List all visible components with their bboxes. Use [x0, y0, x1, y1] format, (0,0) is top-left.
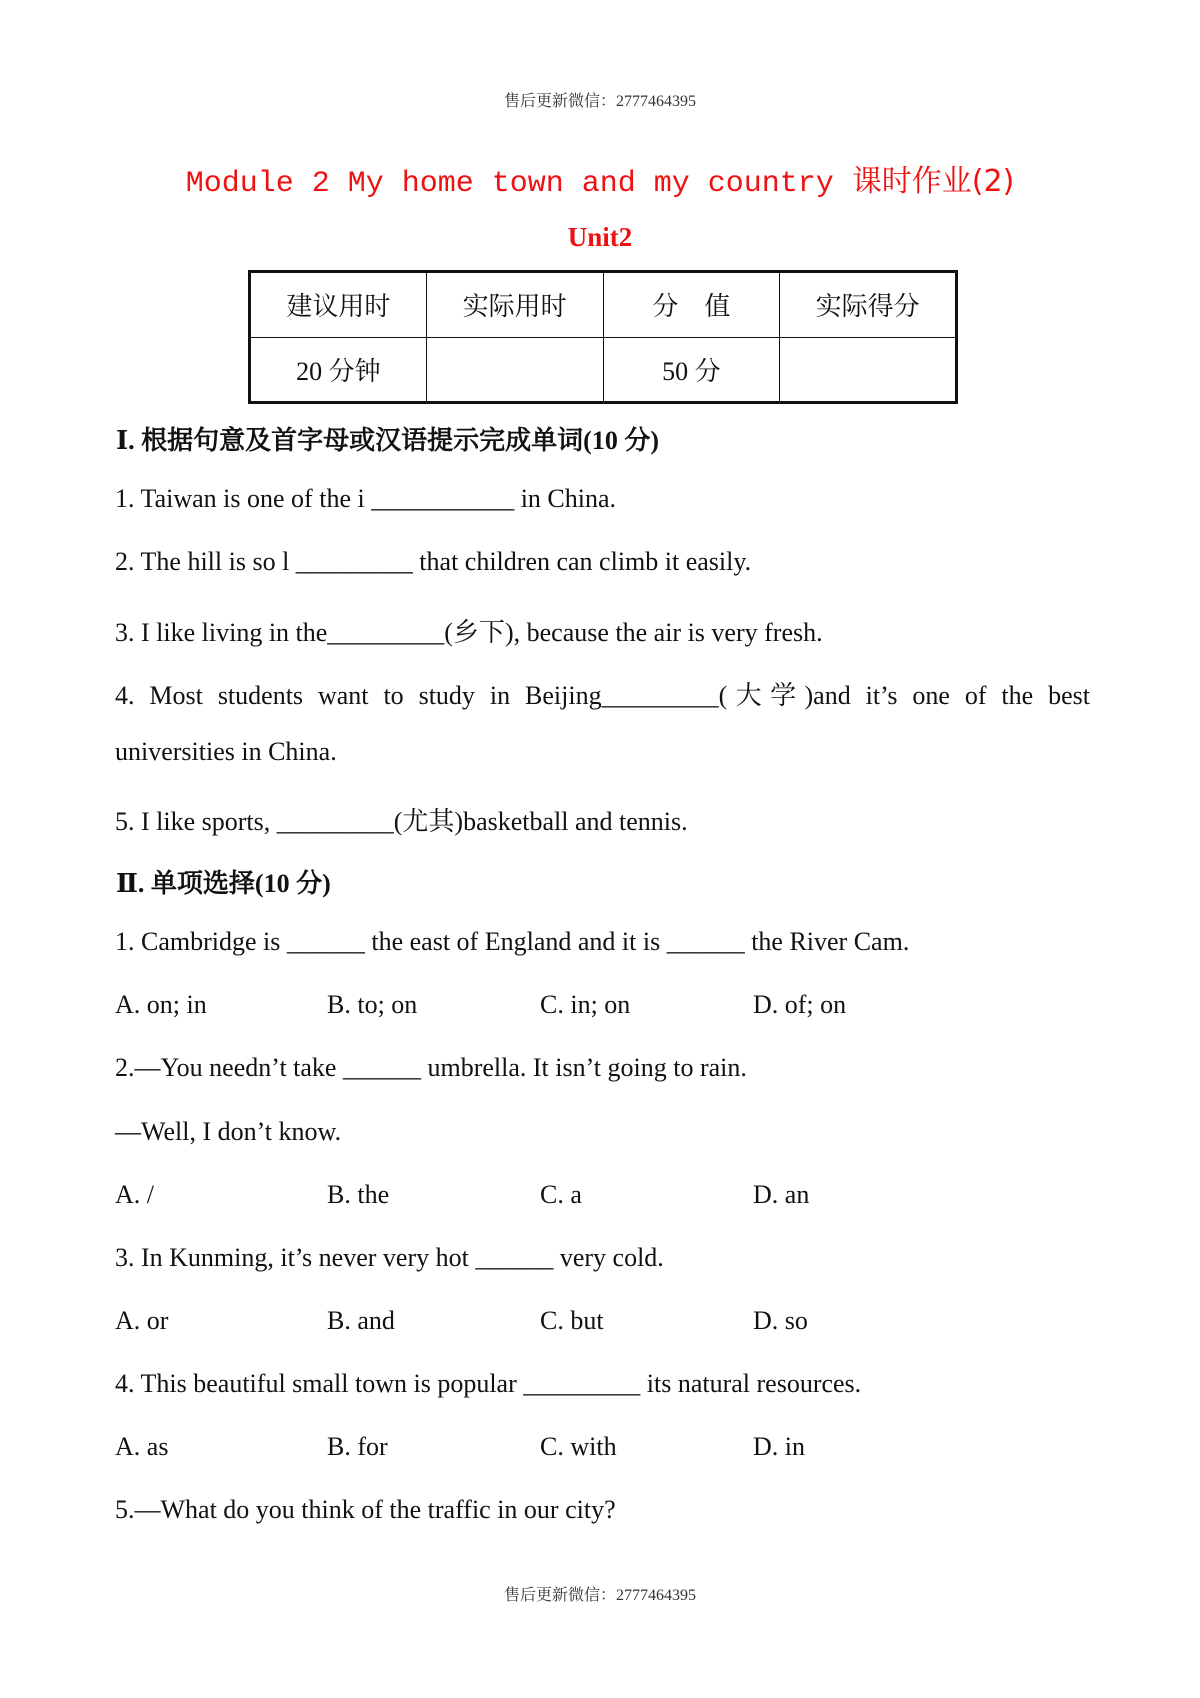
option-d: D. so	[753, 1306, 808, 1335]
option-d: D. in	[753, 1432, 805, 1461]
option-d: D. an	[753, 1180, 810, 1209]
question-line: 1. Taiwan is one of the i ___________ in China.	[115, 484, 617, 513]
option-c: C. a	[540, 1180, 582, 1209]
time-score-table	[248, 270, 958, 404]
question-line: universities in China.	[115, 737, 337, 766]
table-cell: 20 分钟	[250, 337, 427, 403]
option-d: D. of; on	[753, 990, 847, 1019]
table-cell	[426, 337, 603, 403]
option-b: B. for	[327, 1432, 388, 1461]
question-stem: 4. This beautiful small town is popular _________ its natural resources.	[115, 1369, 862, 1398]
table-header-row	[250, 272, 957, 338]
option-a: A. or	[115, 1306, 169, 1335]
question-stem: 2.—You needn’t take ______ umbrella. It isn’t going to rain.	[115, 1053, 747, 1082]
question-line: 5. I like sports, _________(尤其)basketball and tennis.	[115, 807, 688, 836]
option-a: A. /	[115, 1180, 154, 1209]
question-stem: —Well, I don’t know.	[115, 1117, 342, 1146]
table-header-cell: 实际用时	[426, 272, 603, 338]
section1-heading: Ⅰ. 根据句意及首字母或汉语提示完成单词(10 分)	[116, 426, 659, 455]
table-row	[250, 337, 957, 403]
header-watermark: 售后更新微信：2777464395	[503, 93, 696, 110]
question-line: 4. Most students want to study in Beijing_________(大学)and it’s one of the best	[115, 681, 1090, 710]
question-line: 3. I like living in the_________(乡下), because the air is very fresh.	[115, 618, 823, 647]
option-c: C. with	[540, 1432, 617, 1461]
question-stem: 3. In Kunming, it’s never very hot ______ very cold.	[115, 1243, 664, 1272]
option-c: C. but	[540, 1306, 604, 1335]
page-title	[0, 156, 1200, 201]
footer-watermark: 售后更新微信：2777464395	[503, 1587, 696, 1604]
title-chinese: 课时作业(2)	[851, 164, 1015, 199]
table-header-cell: 实际得分	[780, 272, 957, 338]
question-line: 2. The hill is so l _________ that children can climb it easily.	[115, 547, 752, 576]
option-c: C. in; on	[540, 990, 631, 1019]
option-b: B. the	[327, 1180, 390, 1209]
question-stem: 1. Cambridge is ______ the east of England and it is ______ the River Cam.	[115, 927, 910, 956]
option-a: A. on; in	[115, 990, 207, 1019]
option-b: B. to; on	[327, 990, 418, 1019]
table-header-cell: 分 值	[603, 272, 780, 338]
table-cell	[780, 337, 957, 403]
section2-heading: Ⅱ. 单项选择(10 分)	[116, 869, 331, 898]
question-stem: 5.—What do you think of the traffic in our city?	[115, 1495, 616, 1524]
option-a: A. as	[115, 1432, 169, 1461]
title-english: Module 2 My home town and my country	[185, 167, 834, 201]
option-b: B. and	[327, 1306, 395, 1335]
unit-label: Unit2	[567, 222, 633, 252]
table-cell: 50 分	[603, 337, 780, 403]
table-header-cell: 建议用时	[250, 272, 427, 338]
